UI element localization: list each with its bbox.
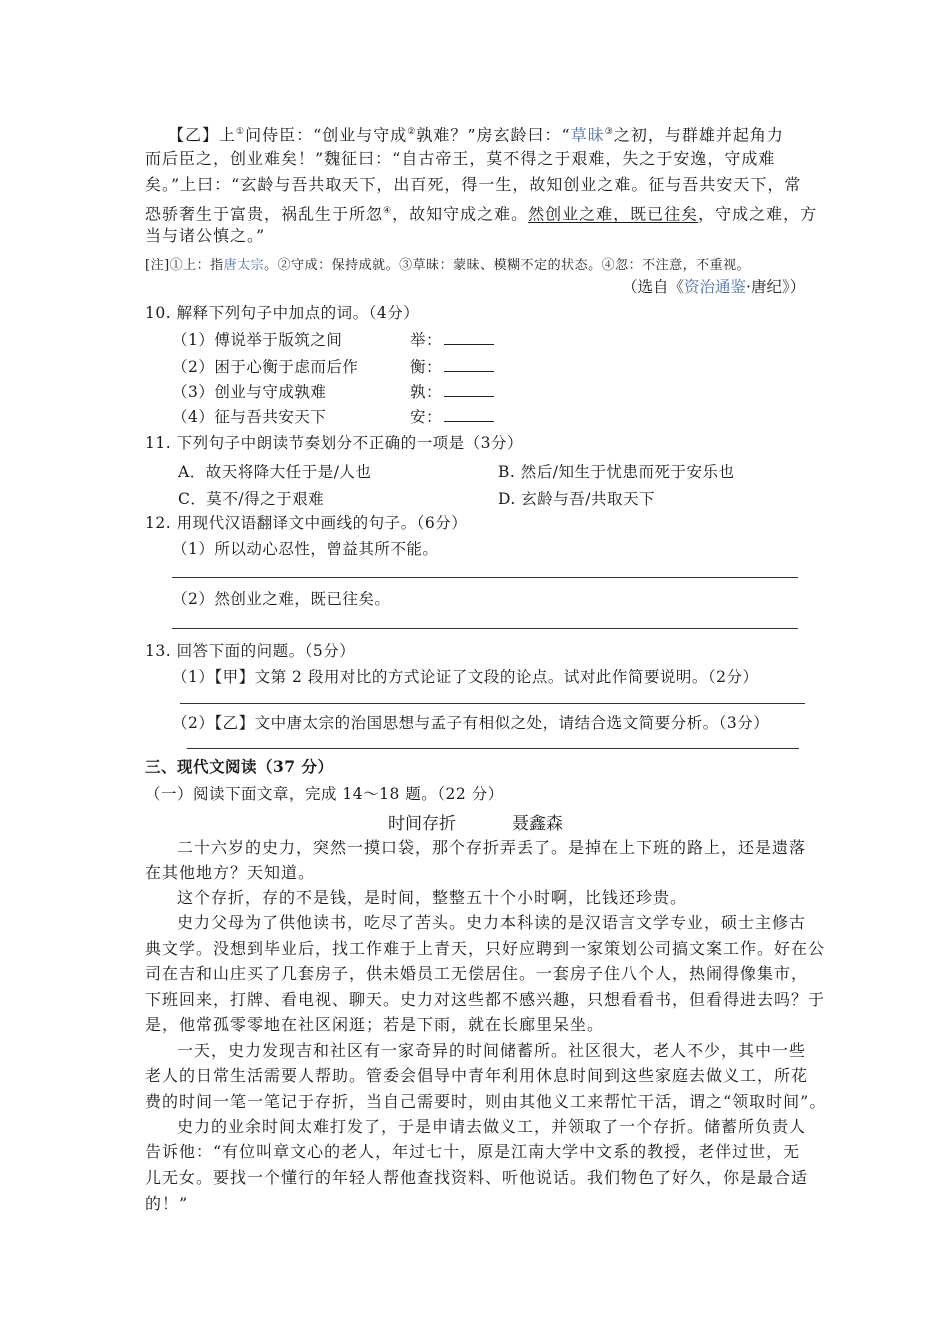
section-3-heading: 三、现代文阅读（37 分） <box>145 757 334 776</box>
article-line: 老人的日常生活需要人帮助。管委会倡导中青年利用休息时间到这些家庭去做义工，所花 <box>145 1066 809 1085</box>
answer-line[interactable] <box>187 748 799 749</box>
q12-sentence-1: （1）所以动心忍性，曾益其所不能。 <box>172 540 439 558</box>
passage-b-line-4 <box>145 199 817 226</box>
footnote-marker: ③ <box>604 127 614 137</box>
article-line: 的！” <box>145 1194 189 1213</box>
article-line: 史力父母为了供他读书，吃尽了苦头。史力本科读的是汉语言文学专业，硕士主修古 <box>177 913 807 932</box>
passage-text: 孰难？”房玄龄曰：“ <box>416 125 571 145</box>
answer-blank[interactable] <box>444 382 494 397</box>
q11-option-d[interactable]: D. 玄龄与吾/共取天下 <box>498 490 655 508</box>
annotation-note <box>145 254 750 273</box>
article-line: 二十六岁的史力，突然一摸口袋，那个存折弄丢了。是掉在上下班的路上，还是遗落 <box>177 838 807 857</box>
passage-b-line-3: 矣。”上曰：“玄龄与吾共取天下，出百死，得一生，故知创业之难。征与吾共安天下，常 <box>145 175 802 194</box>
article-line: 是，他常孤零零地在社区闲逛；若是下雨，就在长廊里呆坐。 <box>145 1015 605 1034</box>
passage-text: ，故知守成之难。 <box>392 204 529 224</box>
q10-item-1: （1）傅说举于版筑之间 <box>172 331 343 349</box>
article-line: 费的时间一笔一笔记于存折，当自己需要时，则由其他义工来帮忙干活，谓之“领取时间”。 <box>145 1092 827 1111</box>
q11-option-b[interactable]: B. 然后/知生于忧患而死于安乐也 <box>498 463 735 481</box>
link-tang-taizong[interactable]: 唐太宗 <box>223 258 265 273</box>
footnote-marker: ④ <box>383 206 393 216</box>
q13-question-2: （2）【乙】文中唐太宗的治国思想与孟子有相似之处，请结合选文简要分析。（3分） <box>172 714 770 732</box>
q10-item-3: （3）创业与守成孰难 <box>172 383 327 401</box>
article-line: 告诉他：“有位叫章文心的老人，年过七十，原是江南大学中文系的教授，老伴过世，无 <box>145 1142 801 1161</box>
q11-title: 11. 下列句子中朗读节奏划分不正确的一项是（3分） <box>145 434 523 452</box>
q11-option-a[interactable]: A．故天将降大任于是/人也 <box>178 463 372 481</box>
q10-item-2: （2）困于心衡于虑而后作 <box>172 358 359 376</box>
article-title: 时间存折 <box>388 814 456 834</box>
article-line: 典文学。没想到毕业后，找工作难于上青天，只好应聘到一家策划公司搞文案工作。好在公 <box>145 939 826 958</box>
answer-blank[interactable] <box>444 407 494 422</box>
note-text: 。②守成：保持成就。③草昧：蒙昧、模糊不定的状态。④忽：不注意，不重视。 <box>264 258 751 273</box>
link-zizhi-tongjian[interactable]: 资治通鉴 <box>684 278 747 296</box>
article-line: 司在吉和山庄买了几套房子，供未婚员工无偿居住。一套房子住八个人，热闹得像集市， <box>145 964 809 983</box>
q10-key: 举： <box>410 331 443 349</box>
footnote-marker: ② <box>407 127 417 137</box>
q10-key: 衡： <box>410 358 443 376</box>
note-text: [注]①上：指 <box>145 258 224 273</box>
passage-text: 上 <box>219 125 237 145</box>
passage-b-line-1 <box>168 120 784 147</box>
article-line: 史力的业余时间太难打发了，于是申请去做义工，并领取了一个存折。储蓄所负责人 <box>177 1117 807 1136</box>
link-caomei[interactable]: 草昧 <box>570 125 605 145</box>
article-line: 下班回来，打牌、看电视、聊天。史力对这些都不感兴趣，只想看看书，但看得进去吗？于 <box>145 990 826 1009</box>
q10-key: 孰： <box>410 383 443 401</box>
answer-line[interactable] <box>172 577 798 578</box>
q10-key: 安： <box>410 408 443 426</box>
q10-item-4: （4）征与吾共安天下 <box>172 408 327 426</box>
q10-answer-2 <box>410 355 494 377</box>
section-3-subheading: （一）阅读下面文章，完成 14～18 题。（22 分） <box>145 785 504 803</box>
article-author: 聂鑫森 <box>512 814 563 834</box>
q11-option-c[interactable]: C．莫不/得之于艰难 <box>178 490 325 508</box>
passage-text: 问侍臣：“创业与守成 <box>245 125 408 145</box>
article-line: 这个存折，存的不是钱，是时间，整整五十个小时啊，比钱还珍贵。 <box>177 888 688 907</box>
answer-blank[interactable] <box>444 330 494 345</box>
article-line: 儿无女。要找一个懂行的年轻人帮他查找资料、听他说话。我们物色了好久，你是最合适 <box>145 1168 809 1187</box>
passage-text: ，守成之难，方 <box>698 204 818 224</box>
footnote-marker: ① <box>236 127 246 137</box>
passage-text: 之初，与群雄并起角力 <box>613 125 784 145</box>
q10-answer-4 <box>410 405 494 427</box>
underlined-sentence: 然创业之难，既已往矣 <box>528 204 699 224</box>
source-citation <box>622 275 805 297</box>
article-line: 在其他地方？天知道。 <box>145 863 316 882</box>
source-text: ·唐纪》） <box>746 278 806 296</box>
q13-question-1: （1）【甲】文第 2 段用对比的方式论证了文段的论点。试对此作简要说明。（2分） <box>172 668 759 686</box>
passage-b-line-5: 当与诸公慎之。” <box>145 226 266 245</box>
source-text: （选自《 <box>622 278 685 296</box>
q10-answer-1 <box>410 328 494 350</box>
passage-text: 恐骄奢生于富贵，祸乱生于所忽 <box>145 204 384 224</box>
q10-title: 10. 解释下列句子中加点的词。（4分） <box>145 304 420 322</box>
passage-b-line-2: 而后臣之，创业难矣！”魏征曰：“自古帝王，莫不得之于艰难，失之于安逸，守成难 <box>145 149 776 168</box>
q12-title: 12. 用现代汉语翻译文中画线的句子。（6分） <box>145 514 468 532</box>
answer-line[interactable] <box>180 703 805 704</box>
q10-answer-3 <box>410 380 494 402</box>
answer-blank[interactable] <box>444 357 494 372</box>
article-line: 一天，史力发现吉和社区有一家奇异的时间储蓄所。社区很大，老人不少，其中一些 <box>177 1041 807 1060</box>
answer-line[interactable] <box>172 628 798 629</box>
q13-title: 13. 回答下面的问题。（5分） <box>145 642 356 660</box>
q12-sentence-2: （2）然创业之难，既已往矣。 <box>172 590 391 608</box>
passage-b-tag: 【乙】 <box>168 125 220 145</box>
